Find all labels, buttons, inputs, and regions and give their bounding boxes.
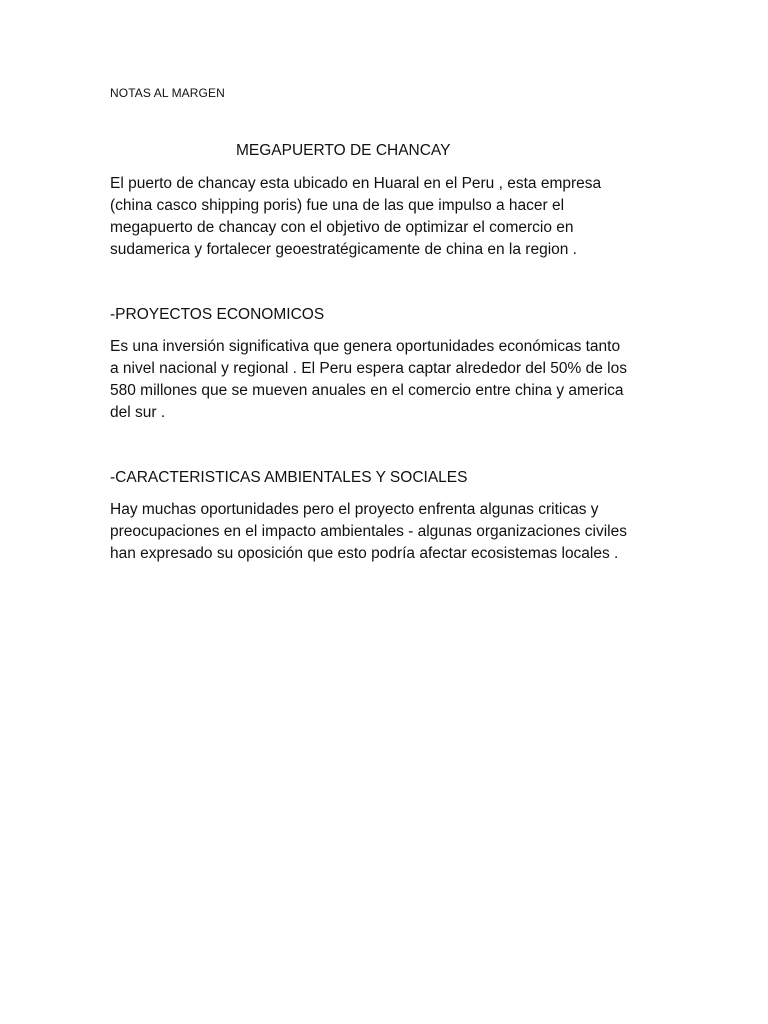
paragraph-line: El puerto de chancay esta ubicado en Huaral en el Peru , esta empresa bbox=[110, 175, 602, 192]
paragraph-line: Es una inversión significativa que genera oportunidades económicas tanto bbox=[110, 338, 621, 355]
intro-paragraph bbox=[110, 173, 670, 261]
paragraph-line: (china casco shipping poris) fue una de las que impulso a hacer el bbox=[110, 197, 565, 214]
header-note: NOTAS AL MARGEN bbox=[110, 86, 225, 100]
paragraph-line: han expresado su oposición que esto podría afectar ecosistemas locales . bbox=[110, 545, 619, 562]
paragraph-line: del sur . bbox=[110, 404, 166, 421]
paragraph-line: sudamerica y fortalecer geoestratégicamente de china en la region . bbox=[110, 241, 577, 258]
economic-paragraph bbox=[110, 336, 670, 424]
paragraph-line: megapuerto de chancay con el objetivo de optimizar el comercio en bbox=[110, 219, 574, 236]
section-heading-environmental: -CARACTERISTICAS AMBIENTALES Y SOCIALES bbox=[110, 469, 468, 486]
paragraph-line: Hay muchas oportunidades pero el proyecto enfrenta algunas criticas y bbox=[110, 501, 599, 518]
environmental-paragraph bbox=[110, 499, 670, 565]
paragraph-line: a nivel nacional y regional . El Peru espera captar alrededor del 50% de los bbox=[110, 360, 627, 377]
paragraph-line: 580 millones que se mueven anuales en el comercio entre china y america bbox=[110, 382, 624, 399]
paragraph-line: preocupaciones en el impacto ambientales - algunas organizaciones civiles bbox=[110, 523, 627, 540]
section-heading-economic: -PROYECTOS ECONOMICOS bbox=[110, 306, 325, 323]
document-title: MEGAPUERTO DE CHANCAY bbox=[236, 142, 451, 159]
